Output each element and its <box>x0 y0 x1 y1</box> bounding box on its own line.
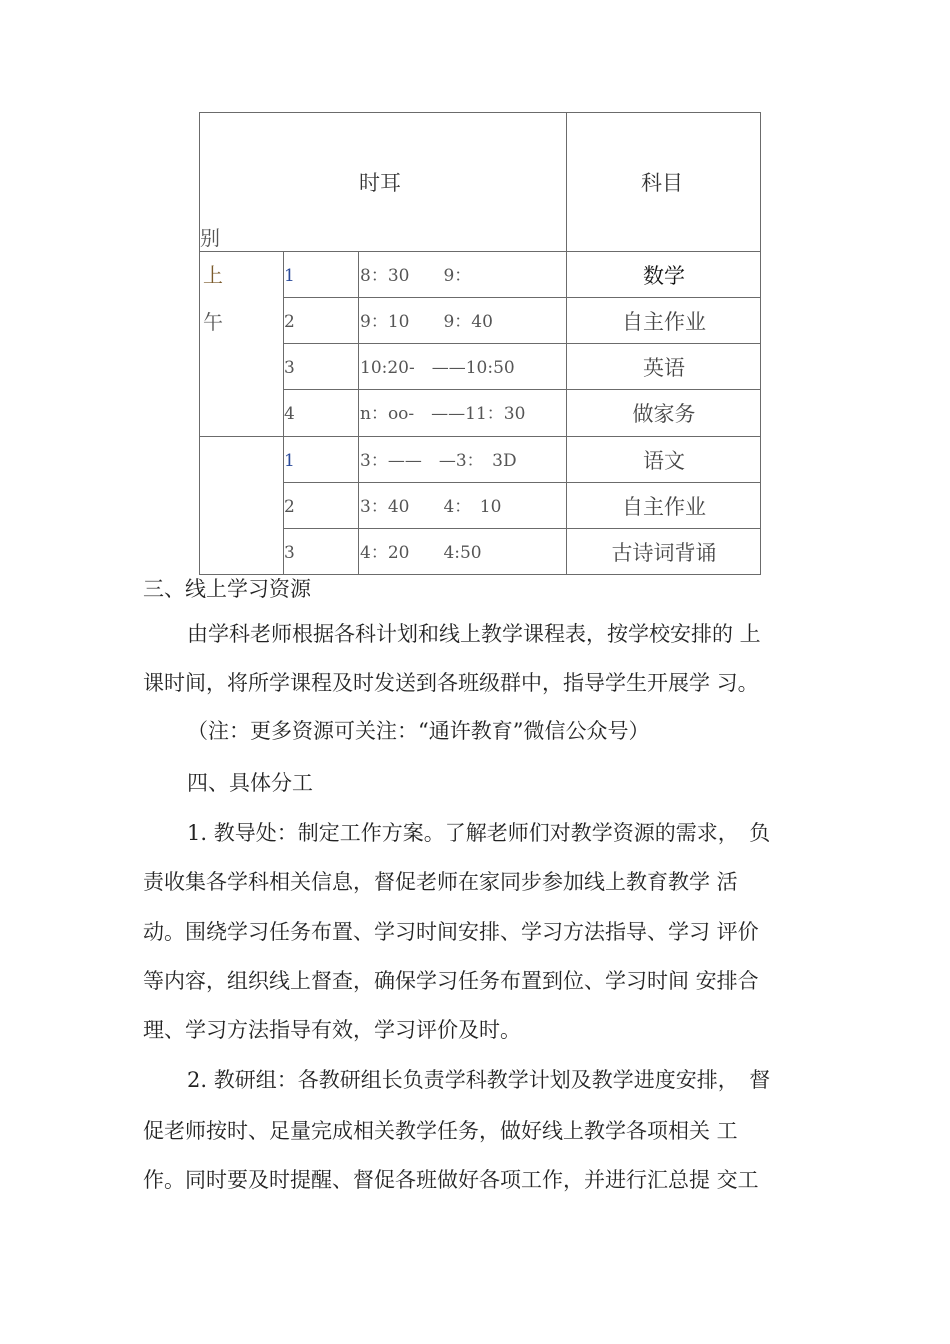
subject-cell: 做家务 <box>632 402 696 426</box>
time-slot: 4：20 4:50 <box>360 543 482 563</box>
period-number: 1 <box>284 266 295 286</box>
row-divider <box>283 343 761 344</box>
section-3-note: （注：更多资源可关注：“通许教育”微信公众号） <box>187 719 650 743</box>
subject-cell: 自主作业 <box>622 495 706 519</box>
header-subject: 科目 <box>641 171 683 195</box>
period-number: 3 <box>284 358 295 378</box>
period-number: 4 <box>284 404 295 424</box>
time-column-divider <box>358 251 359 575</box>
period-number: 3 <box>284 543 295 563</box>
section-3-paragraph-line: 课时间，将所学课程及时发送到各班级群中，指导学生开展学 习。 <box>143 671 759 695</box>
item-2-line: 作。同时要及时提醒、督促各班做好各项工作，并进行汇总提 交工 <box>143 1168 759 1192</box>
subject-cell: 古诗词背诵 <box>611 541 717 565</box>
subject-cell: 数学 <box>643 264 685 288</box>
item-1-line: 动。围绕学习任务布置、学习时间安排、学习方法指导、学习 评价 <box>143 920 759 944</box>
time-slot: 10:20- ——10:50 <box>360 358 515 378</box>
item-1-line: 等内容，组织线上督查，确保学习任务布置到位、学习时间 安排合 <box>143 969 759 993</box>
time-slot: n：oo- ——11：30 <box>360 404 526 424</box>
subject-cell: 语文 <box>643 449 685 473</box>
item-2-line: 2. 教研组：各教研组长负责学科教学计划及教学进度安排， 督 <box>187 1068 771 1092</box>
row-divider <box>283 482 761 483</box>
period-number: 1 <box>284 451 295 471</box>
item-1-line: 责收集各学科相关信息，督促老师在家同步参加线上教育教学 活 <box>143 870 738 894</box>
item-1-line: 1. 教导处：制定工作方案。了解老师们对教学资源的需求， 负 <box>187 821 771 845</box>
subject-cell: 英语 <box>643 356 685 380</box>
time-slot: 9：10 9：40 <box>360 312 493 332</box>
subject-cell: 自主作业 <box>622 310 706 334</box>
morning-label-1: 上 <box>203 263 223 287</box>
section-3-title: 三、线上学习资源 <box>143 577 311 601</box>
table-border-left <box>199 112 200 575</box>
header-corner: 别 <box>200 226 220 250</box>
period-number: 2 <box>284 312 295 332</box>
table-border-top <box>199 112 761 113</box>
row-divider <box>283 528 761 529</box>
item-2-line: 促老师按时、足量完成相关教学任务，做好线上教学各项相关 工 <box>143 1119 738 1143</box>
row-divider <box>283 389 761 390</box>
period-number: 2 <box>284 497 295 517</box>
time-slot: 3：40 4： 10 <box>360 497 502 517</box>
morning-label-2: 午 <box>203 310 223 334</box>
row-divider <box>283 297 761 298</box>
schedule-table <box>199 112 761 575</box>
header-time: 时耳 <box>359 171 401 195</box>
session-divider <box>199 436 761 437</box>
section-4-title: 四、具体分工 <box>187 771 313 795</box>
item-1-line: 理、学习方法指导有效，学习评价及时。 <box>143 1018 521 1042</box>
time-slot: 8：30 9： <box>360 266 472 286</box>
section-3-paragraph-line: 由学科老师根据各科计划和线上教学课程表，按学校安排的 上 <box>187 622 761 646</box>
time-slot: 3：—— —3： 3D <box>360 451 517 471</box>
